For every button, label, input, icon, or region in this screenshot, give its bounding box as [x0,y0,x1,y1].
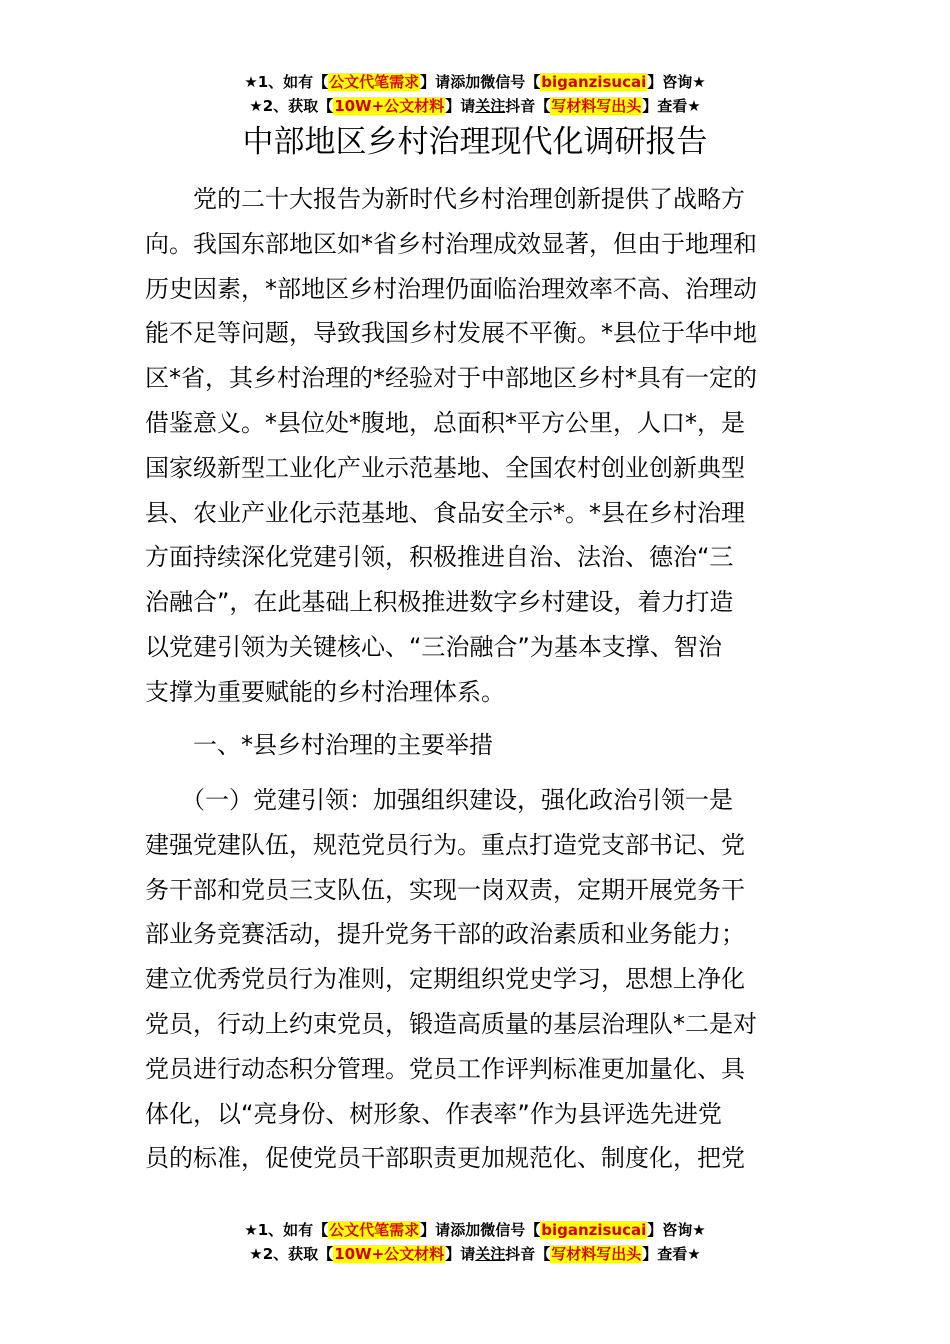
text-line: 能不足等问题，导致我国乡村发展不平衡。*县位于华中地 [145,319,757,348]
banner-text: 】请 [420,73,451,91]
text-line: 县、农业产业化示范基地、食品安全示*。*县在乡村治理 [145,498,745,527]
banner-text: 】查看★ [642,97,701,115]
highlight-materials: 10W+公文材料 [334,1245,445,1263]
section-paragraph [145,778,807,1181]
text-line: 党的二十大报告为新时代乡村治理创新提供了战略方 [145,185,745,213]
highlight-wechat-id: biganzisucai [541,73,647,91]
text-line: 建立优秀党员行为准则，定期组织党史学习，思想上净化 [145,965,745,994]
text-line: 员的标准，促使党员干部职责更加规范化、制度化，把党 [145,1144,745,1173]
highlight-materials: 10W+公文材料 [334,97,445,115]
heading-text: 一、*县乡村治理的主要举措 [145,731,493,759]
banner-text: 】请 [445,1245,476,1263]
highlight-wechat-id: biganzisucai [541,1221,647,1239]
text-line: 党员进行动态积分管理。党员工作评判标准更加量化、具 [145,1054,745,1083]
section-heading [145,723,807,768]
banner-text: ★2、获取【 [249,97,334,115]
banner-text: 抖音【 [505,1245,551,1263]
banner-text: ★1、如有【 [244,73,329,91]
page-title: 中部地区乡村治理现代化调研报告 [242,124,708,160]
text-line: 部业务竞赛活动，提升党务干部的政治素质和业务能力； [145,920,745,949]
text-line: 区*省，其乡村治理的*经验对于中部地区乡村*具有一定的 [145,364,757,393]
banner-line-1 [0,70,950,94]
banner-emphasis: 关注 [475,97,506,115]
banner-text: 微信号【 [480,1221,541,1239]
banner-text: 】查看★ [642,1245,701,1263]
banner-text: ★1、如有【 [244,1221,329,1239]
text-line: 党员，行动上约束党员，锻造高质量的基层治理队*二是对 [145,1009,757,1038]
text-line: 以党建引领为关键核心、“三治融合”为基本支撑、智治 [145,632,722,661]
banner-text: 】请 [445,97,476,115]
text-line: 建强党建队伍，规范党员行为。重点打造党支部书记、党 [145,830,745,859]
banner-line-2 [0,94,950,118]
highlight-service: 公文代笔需求 [329,73,420,91]
text-line: 借鉴意义。*县位处*腹地，总面积*平方公里，人口*，是 [145,408,745,437]
text-line: 体化，以“亮身份、树形象、作表率”作为县评选先进党 [145,1099,722,1128]
highlight-service: 公文代笔需求 [329,1221,420,1239]
text-line: 方面持续深化党建引领，积极推进自治、法治、德治“三 [145,543,734,572]
banner-emphasis: 添加 [450,1221,481,1239]
highlight-douyin: 写材料写出头 [551,97,642,115]
banner-text: 】请 [420,1221,451,1239]
banner-text: 抖音【 [505,97,551,115]
banner-line-1 [0,1218,950,1242]
banner-text: 】咨询★ [647,73,706,91]
banner-text: ★2、获取【 [249,1245,334,1263]
banner-emphasis: 关注 [475,1245,506,1263]
banner-emphasis: 添加 [450,73,481,91]
text-line: 治融合”，在此基础上积极推进数字乡村建设，着力打造 [145,588,734,617]
banner-text: 】咨询★ [647,1221,706,1239]
text-line: 向。我国东部地区如*省乡村治理成效显著，但由于地理和 [145,229,757,258]
banner-text: 微信号【 [480,73,541,91]
text-line: 历史因素，*部地区乡村治理仍面临治理效率不高、治理动 [145,274,757,303]
header-banner [0,70,950,118]
banner-line-2 [0,1242,950,1266]
text-line: 务干部和党员三支队伍，实现一岗双责，定期开展党务干 [145,875,745,904]
text-line: 国家级新型工业化产业示范基地、全国农村创业创新典型 [145,453,745,482]
footer-banner [0,1218,950,1266]
text-line: 支撑为重要赋能的乡村治理体系。 [145,677,505,706]
text-line: （一）党建引领：加强组织建设，强化政治引领一是 [145,786,733,814]
intro-paragraph [145,177,807,715]
highlight-douyin: 写材料写出头 [551,1245,642,1263]
